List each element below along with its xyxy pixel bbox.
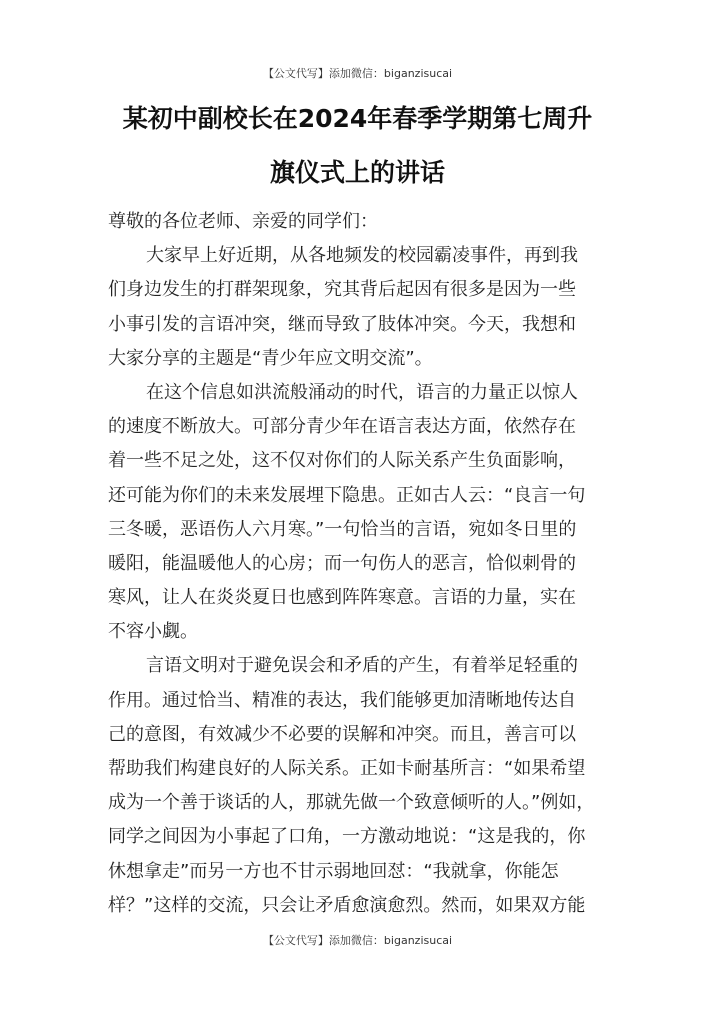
paragraph-line: 还可能为你们的未来发展埋下隐患。正如古人云：“良言一句 [108, 484, 586, 506]
paragraph-line: 在这个信息如洪流般涌动的时代，语言的力量正以惊人 [146, 381, 578, 403]
page-title-line-2: 旗仪式上的讲话 [269, 158, 445, 187]
paragraph-line: 帮助我们构建良好的人际关系。正如卡耐基所言：“如果希望 [108, 758, 586, 779]
paragraph-line: 成为一个善于谈话的人，那就先做一个致意倾听的人。”例如， [108, 792, 595, 814]
paragraph-line: 暖阳，能温暖他人的心房；而一句伤人的恶言，恰似刺骨的 [108, 552, 576, 574]
paragraph-line: 言语文明对于避免误会和矛盾的产生，有着举足轻重的 [146, 655, 578, 677]
paragraph-line: 样？”这样的交流，只会让矛盾愈演愈烈。然而，如果双方能 [108, 894, 586, 916]
paragraph-line: 作用。通过恰当、精准的表达，我们能够更加清晰地传达自 [108, 689, 576, 711]
footer-note: 【公文代写】添加微信：biganzisucai [262, 934, 453, 947]
paragraph-line: 大家分享的主题是“青少年应文明交流”。 [108, 347, 433, 369]
header-note: 【公文代写】添加微信：biganzisucai [262, 67, 453, 80]
paragraph-line: 的速度不断放大。可部分青少年在语言表达方面，依然存在 [108, 416, 576, 438]
paragraph-line: 同学之间因为小事起了口角，一方激动地说：“这是我的，你 [108, 826, 586, 848]
paragraph-line: 们身边发生的打群架现象，究其背后起因有很多是因为一些 [108, 279, 576, 301]
paragraph-line: 三冬暖，恶语伤人六月寒。”一句恰当的言语，宛如冬日里的 [108, 518, 577, 540]
speech-body [108, 205, 608, 923]
paragraph-line: 不容小觑。 [108, 621, 198, 643]
salutation: 尊敬的各位老师、亲爱的同学们： [108, 211, 378, 232]
paragraph-line: 休想拿走”而另一方也不甘示弱地回怼：“我就拿，你能怎 [108, 860, 559, 882]
paragraph-line: 己的意图，有效减少不必要的误解和冲突。而且，善言可以 [108, 723, 576, 745]
page-title-line-1: 某初中副校长在2024年春季学期第七周升 [122, 104, 593, 133]
paragraph-line: 寒风，让人在炎炎夏日也感到阵阵寒意。言语的力量，实在 [108, 587, 576, 609]
paragraph-line: 着一些不足之处，这不仅对你们的人际关系产生负面影响， [108, 450, 576, 472]
paragraph-line: 小事引发的言语冲突，继而导致了肢体冲突。今天，我想和 [108, 313, 576, 335]
paragraph-line: 大家早上好近期，从各地频发的校园霸凌事件，再到我 [146, 245, 578, 267]
